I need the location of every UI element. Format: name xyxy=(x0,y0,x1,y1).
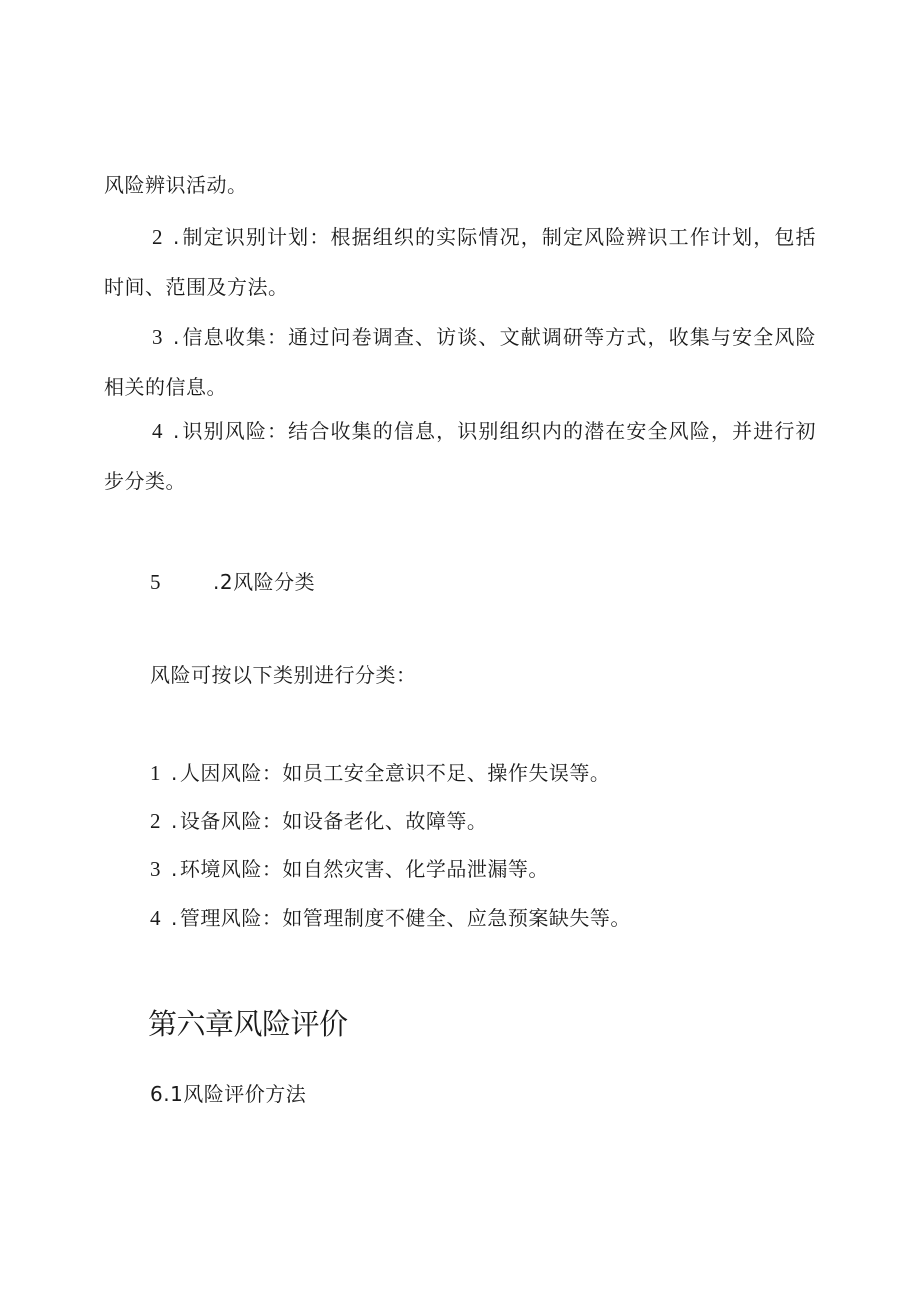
step-dot: . xyxy=(173,325,180,349)
section-title: .2风险分类 xyxy=(213,570,316,594)
category-text: 环境风险：如自然灾害、化学品泄漏等。 xyxy=(179,857,549,881)
step-number: 4 xyxy=(152,419,163,443)
step-dot: . xyxy=(173,225,180,249)
category-dot: . xyxy=(171,857,178,881)
category-text: 管理风险：如管理制度不健全、应急预案缺失等。 xyxy=(179,906,631,930)
category-item xyxy=(150,905,631,931)
category-item xyxy=(150,856,549,882)
category-text: 人因风险：如员工安全意识不足、操作失误等。 xyxy=(179,761,611,785)
step-item xyxy=(104,312,816,412)
category-number: 2 xyxy=(150,809,161,833)
step-number: 2 xyxy=(152,225,163,249)
category-dot: . xyxy=(171,906,178,930)
category-dot: . xyxy=(171,761,178,785)
step-number: 3 xyxy=(152,325,163,349)
category-number: 1 xyxy=(150,761,161,785)
category-item xyxy=(150,760,610,786)
category-number: 3 xyxy=(150,857,161,881)
step-item xyxy=(104,212,816,312)
category-text: 设备风险：如设备老化、故障等。 xyxy=(179,809,488,833)
step-dot: . xyxy=(173,419,180,443)
section-heading-5-2 xyxy=(150,569,315,595)
continuation-text: 风险辨识活动。 xyxy=(104,173,248,197)
step-text: 识别风险：结合收集的信息，识别组织内的潜在安全风险，并进行初步分类。 xyxy=(104,419,816,493)
category-item xyxy=(150,808,487,834)
section-heading-6-1: 6.1风险评价方法 xyxy=(150,1082,307,1106)
step-text: 信息收集：通过问卷调查、访谈、文献调研等方式，收集与安全风险相关的信息。 xyxy=(104,325,816,399)
section-number: 5 xyxy=(150,570,161,594)
chapter-title: 第六章风险评价 xyxy=(148,1007,348,1041)
category-number: 4 xyxy=(150,906,161,930)
intro-text: 风险可按以下类别进行分类： xyxy=(150,663,417,687)
category-dot: . xyxy=(171,809,178,833)
step-item xyxy=(104,406,816,506)
step-text: 制定识别计划：根据组织的实际情况，制定风险辨识工作计划，包括时间、范围及方法。 xyxy=(104,225,816,299)
